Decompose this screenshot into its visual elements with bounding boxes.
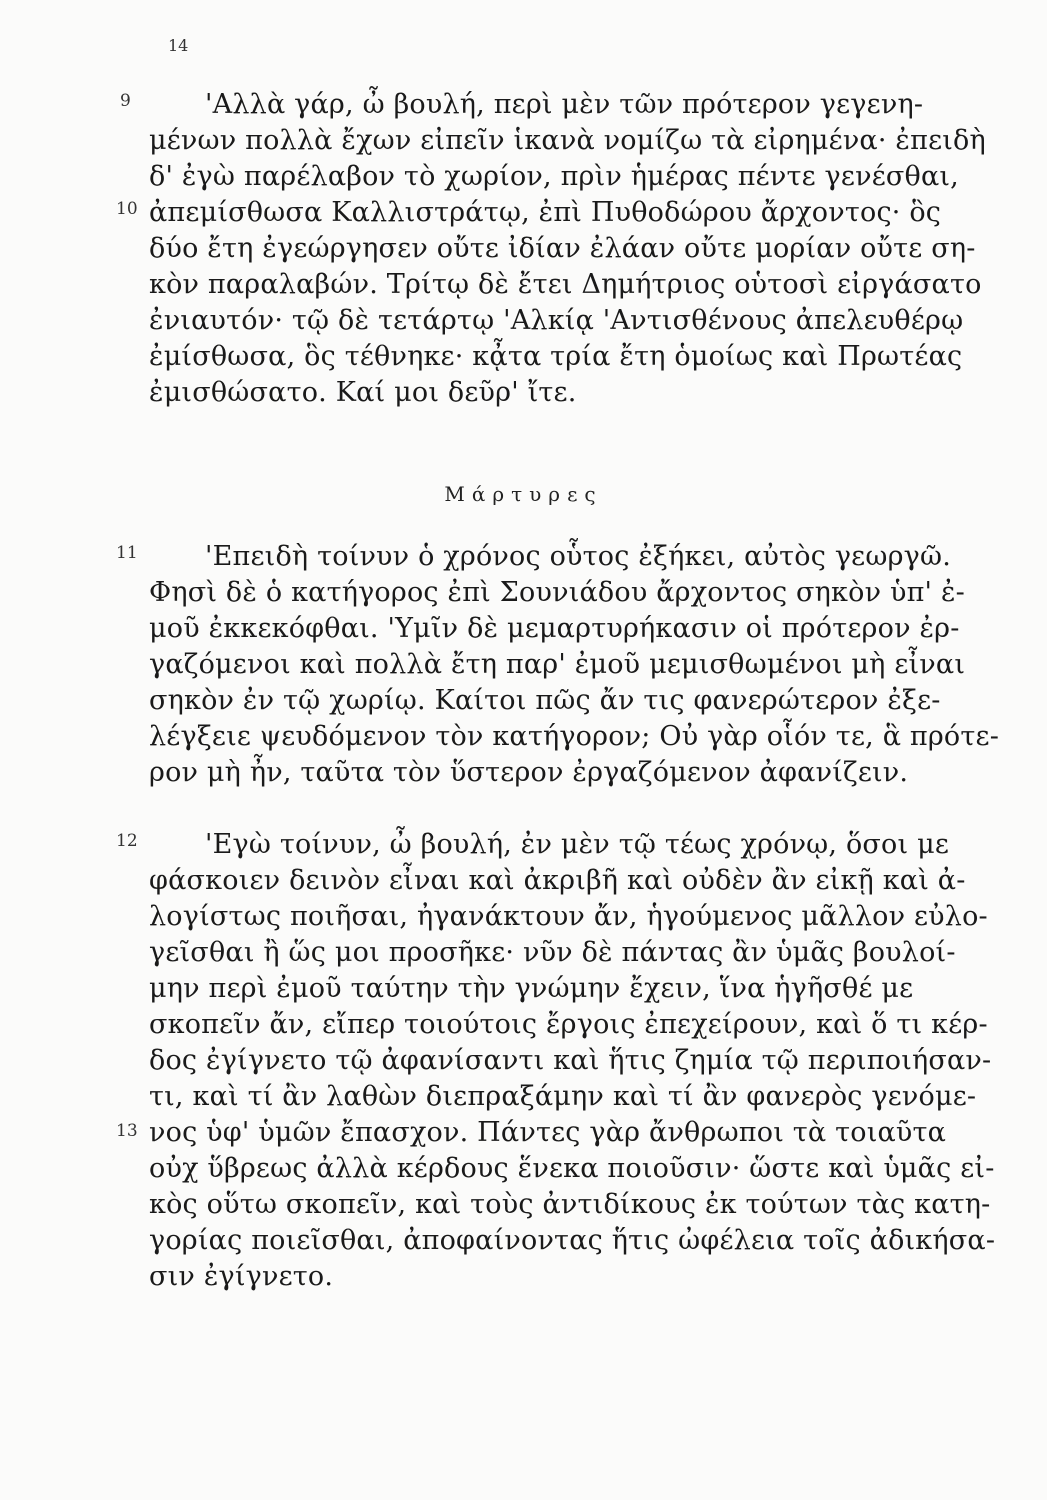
- section-number-13: 13: [116, 1121, 138, 1141]
- text-line: δος ἐγίγνετο τῷ ἀφανίσαντι καὶ ἥτις ζημία τῷ περιποιήσαν-: [149, 1045, 992, 1076]
- text-line: ἐνιαυτόν· τῷ δὲ τετάρτῳ 'Αλκίᾳ 'Αντισθένους ἀπελευθέρῳ: [149, 305, 964, 336]
- text-line: μένων πολλὰ ἔχων εἰπεῖν ἱκανὰ νομίζω τὰ εἰρημένα· ἐπειδὴ: [149, 125, 986, 156]
- text-line: φάσκοιεν δεινὸν εἶναι καὶ ἀκριβῆ καὶ οὐδὲν ἂν εἰκῇ καὶ ἀ-: [149, 865, 966, 896]
- text-line: γορίας ποιεῖσθαι, ἀποφαίνοντας ἥτις ὠφέλεια τοῖς ἀδικήσα-: [149, 1225, 996, 1256]
- section-number-11: 11: [116, 543, 138, 563]
- text-line: οὐχ ὕβρεως ἀλλὰ κέρδους ἕνεκα ποιοῦσιν· ὥστε καὶ ὑμᾶς εἰ-: [149, 1153, 995, 1184]
- text-line: 'Αλλὰ γάρ, ὦ βουλή, περὶ μὲν τῶν πρότερον γεγενη-: [205, 89, 924, 120]
- text-line: 'Εγὼ τοίνυν, ὦ βουλή, ἐν μὲν τῷ τέως χρόνῳ, ὅσοι με: [205, 829, 950, 860]
- text-line: ἐμίσθωσα, ὃς τέθνηκε· κᾆτα τρία ἔτη ὁμοίως καὶ Πρωτέας: [149, 341, 963, 372]
- text-line: 'Επειδὴ τοίνυν ὁ χρόνος οὗτος ἐξήκει, αὐτὸς γεωργῶ.: [205, 541, 951, 572]
- text-line: λογίστως ποιῆσαι, ἠγανάκτουν ἄν, ἡγούμενος μᾶλλον εὐλο-: [149, 901, 988, 932]
- text-line: τι, καὶ τί ἂν λαθὼν διεπραξάμην καὶ τί ἂν φανερὸς γενόμε-: [149, 1081, 977, 1112]
- section-number-9: 9: [120, 91, 131, 111]
- text-line: δύο ἔτη ἐγεώργησεν οὔτε ἰδίαν ἐλάαν οὔτε μορίαν οὔτε ση-: [149, 233, 976, 264]
- text-line: ἀπεμίσθωσα Καλλιστράτῳ, ἐπὶ Πυθοδώρου ἄρχοντος· ὃς: [149, 197, 942, 228]
- section-number-12: 12: [116, 831, 138, 851]
- text-line: ρον μὴ ἦν, ταῦτα τὸν ὕστερον ἐργαζόμενον ἀφανίζειν.: [149, 757, 909, 788]
- text-line: δ' ἐγὼ παρέλαβον τὸ χωρίον, πρὶν ἡμέρας πέντε γενέσθαι,: [149, 161, 959, 192]
- text-line: κὸν παραλαβών. Τρίτῳ δὲ ἔτει Δημήτριος οὑτοσὶ εἰργάσατο: [149, 269, 982, 300]
- section-number-10: 10: [116, 199, 138, 219]
- text-line: σηκὸν ἐν τῷ χωρίῳ. Καίτοι πῶς ἄν τις φανερώτερον ἐξε-: [149, 685, 941, 716]
- text-line: λέγξειε ψευδόμενον τὸν κατήγορον; Οὐ γὰρ οἷόν τε, ἃ πρότε-: [149, 721, 1000, 752]
- text-line: γαζόμενοι καὶ πολλὰ ἔτη παρ' ἐμοῦ μεμισθωμένοι μὴ εἶναι: [149, 649, 966, 680]
- text-line: νος ὑφ' ὑμῶν ἔπασχον. Πάντες γὰρ ἄνθρωποι τὰ τοιαῦτα: [149, 1117, 947, 1148]
- page-number: 14: [168, 36, 189, 55]
- text-line: ἐμισθώσατο. Καί μοι δεῦρ' ἴτε.: [149, 377, 577, 408]
- text-line: γεῖσθαι ἢ ὥς μοι προσῆκε· νῦν δὲ πάντας ἂν ὑμᾶς βουλοί-: [149, 937, 956, 968]
- text-line: μην περὶ ἐμοῦ ταύτην τὴν γνώμην ἔχειν, ἵνα ἡγῆσθέ με: [149, 973, 914, 1004]
- section-heading: Μάρτυρες: [444, 482, 603, 506]
- text-line: σιν ἐγίγνετο.: [149, 1261, 334, 1292]
- text-line: σκοπεῖν ἄν, εἴπερ τοιούτοις ἔργοις ἐπεχείρουν, καὶ ὅ τι κέρ-: [149, 1009, 988, 1040]
- text-line: μοῦ ἐκκεκόφθαι. 'Υμῖν δὲ μεμαρτυρήκασιν οἱ πρότερον ἐρ-: [149, 613, 960, 644]
- text-line: κὸς οὕτω σκοπεῖν, καὶ τοὺς ἀντιδίκους ἐκ τούτων τὰς κατη-: [149, 1189, 991, 1220]
- text-line: Φησὶ δὲ ὁ κατήγορος ἐπὶ Σουνιάδου ἄρχοντος σηκὸν ὑπ' ἐ-: [149, 577, 965, 608]
